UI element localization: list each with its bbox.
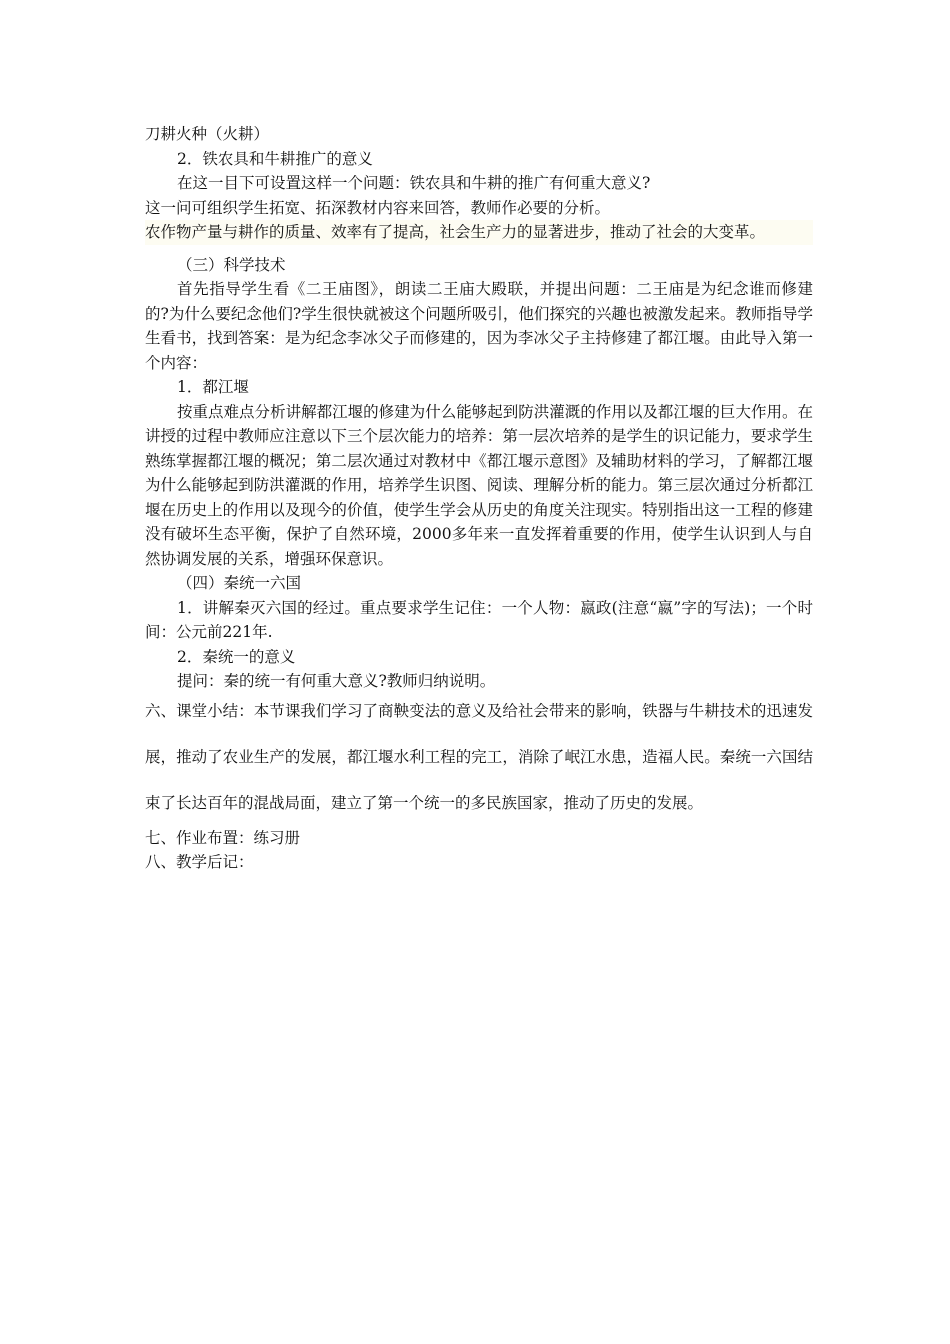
text-line-afterword: 八、教学后记： bbox=[145, 853, 254, 871]
subheading-dujiangyan: 1．都江堰 bbox=[177, 378, 249, 396]
paragraph-erwang-temple: 首先指导学生看《二王庙图》，朗读二王庙大殿联，并提出问题：二王庙是为纪念谁而修建的?为什么要纪念他们?学生很快就被这个问题所吸引，他们探究的兴趣也被激发起来。教师指导学生看书，找到答案：是为纪念李冰父子而修建的，因为李冰父子主持修建了都江堰。由此导入第一个内容： bbox=[145, 280, 813, 372]
text-line-conclusion: 农作物产量与耕作的质量、效率有了提高，社会生产力的显著进步，推动了社会的大变革。 bbox=[145, 220, 813, 245]
paragraph-dujiangyan: 按重点难点分析讲解都江堰的修建为什么能够起到防洪灌溉的作用以及都江堰的巨大作用。在讲授的过程中教师应注意以下三个层次能力的培养：第一层次培养的是学生的识记能力，要求学生熟练掌握都江堰的概况；第二层次通过对教材中《都江堰示意图》及辅助材料的学习，了解都江堰为什么能够起到防洪灌溉的作用，培养学生识图、阅读、理解分析的能力。第三层次通过分析都江堰在历史上的作用以及现今的价值，使学生学会从历史的角度关注现实。特别指出这一工程的修建没有破坏生态平衡，保护了自然环境，2000多年来一直发挥着重要的作用，使学生认识到人与自然协调发展的关系，增强环保意识。 bbox=[145, 402, 813, 568]
text-line-significance-question: 提问：秦的统一有何重大意义?教师归纳说明。 bbox=[177, 672, 496, 690]
paragraph-class-summary: 六、课堂小结：本节课我们学习了商鞅变法的意义及给社会带来的影响，铁器与牛耕技术的迅速发展，推动了农业生产的发展，都江堰水利工程的完工，消除了岷江水患，造福人民。秦统一六国结束了长达百年的混战局面，建立了第一个统一的多民族国家，推动了历史的发展。 bbox=[145, 701, 813, 812]
document-body bbox=[145, 122, 813, 875]
paragraph-qin-conquest: 1．讲解秦灭六国的经过。重点要求学生记住：一个人物：嬴政(注意“嬴”字的写法)；一个时间：公元前221年. bbox=[145, 598, 813, 641]
text-line-slash-and-burn: 刀耕火种（火耕） bbox=[145, 125, 270, 143]
section-title-science: （三）科学技术 bbox=[177, 255, 286, 274]
text-line-question: 在这一目下可设置这样一个问题：铁农具和牛耕的推广有何重大意义? bbox=[177, 174, 651, 192]
subheading-iron-tools: 2．铁农具和牛耕推广的意义 bbox=[177, 149, 373, 168]
text-line-homework: 七、作业布置：练习册 bbox=[145, 828, 301, 847]
spacer bbox=[145, 245, 813, 253]
section-title-qin-unification: （四）秦统一六国 bbox=[177, 574, 302, 592]
text-line-answer-guide: 这一问可组织学生拓宽、拓深教材内容来回答，教师作必要的分析。 bbox=[145, 198, 611, 217]
subheading-qin-significance: 2．秦统一的意义 bbox=[177, 647, 296, 666]
